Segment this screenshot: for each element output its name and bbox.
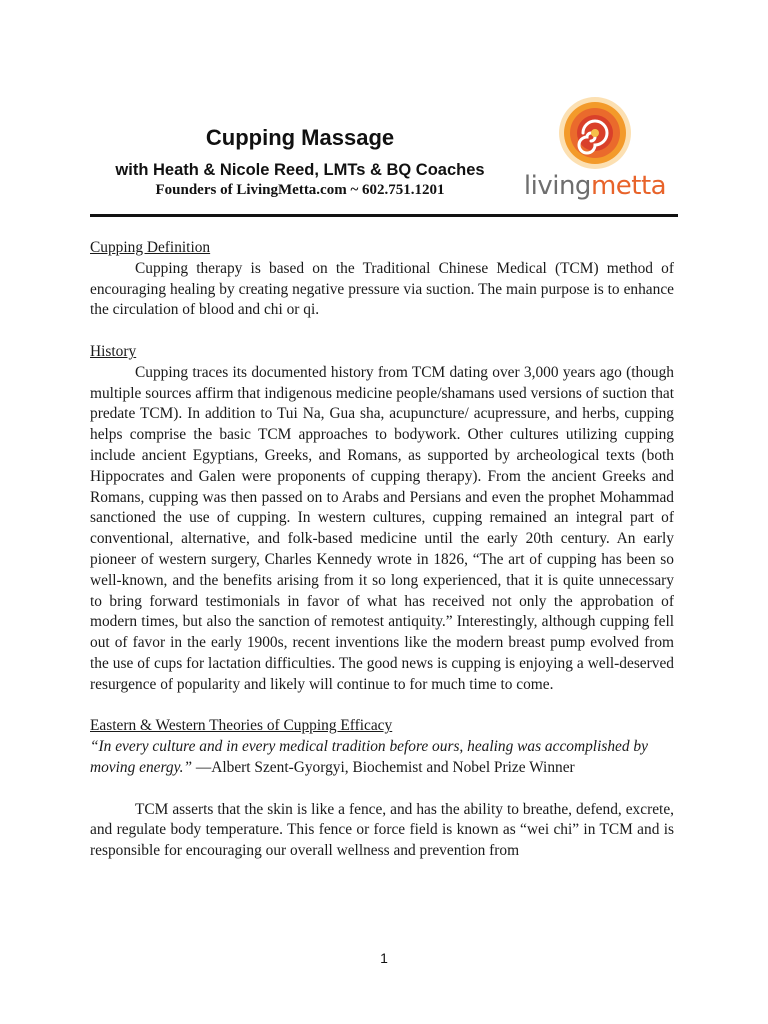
page-number: 1 [380,950,388,966]
document-body [90,238,674,862]
livingmetta-logo [520,95,670,210]
section-heading-theories: Eastern & Western Theories of Cupping Efficacy [90,717,393,735]
logo-wordmark: livingmetta [523,171,667,201]
page-subtitle: with Heath & Nicole Reed, LMTs & BQ Coaches [115,161,485,179]
section-heading-history: History [90,342,137,360]
paragraph-definition: Cupping therapy is based on the Traditional Chinese Medical (TCM) method of encouraging healing by creating negative pressure via suction. The main purpose is to enhance the circulation of blood and chi or qi. [90,259,674,319]
spiral-emblem-icon [520,95,670,173]
section-heading-definition: Cupping Definition [90,239,211,256]
paragraph-theories: TCM asserts that the skin is like a fence, and has the ability to breathe, defend, excrete, and regulate body temperature. This fence or force field is known as “wei chi” in TCM and is responsible for encouraging our overall wellness and prevention from [90,800,674,860]
page-title: Cupping Massage [205,125,395,150]
quote-text: “In every culture and in every medical tradition before ours, healing was accomplished by moving energy.” [90,738,648,776]
paragraph-history: Cupping traces its documented history from TCM dating over 3,000 years ago (though multiple sources affirm that indigenous medicine people/shamans used versions of suction that predate TCM). In addition to Tui Na, Gua sha, acupuncture/ acupressure, and herbs, cupping helps comprise the basic TCM approaches to bodywork. Other cultures utilizing cupping include ancient Egyptians, Greeks, and Romans, as supported by archeological texts (both Hippocrates and Galen were proponents of cupping therapy). From the ancient Greeks and Romans, cupping was then passed on to Arabs and Persians and even the prophet Mohammad sanctioned the use of cupping. In western cultures, cupping remained an integral part of conventional, alternative, and folk-based medicine until the early 20th century. An early pioneer of western surgery, Charles Kennedy wrote in 1826, “The art of cupping has been so well-known, and the benefits arising from it so long experienced, that it is quite unnecessary to bring forward testimonials in favor of what has received not only the approbation of modern times, but also the sanction of remotest antiquity.” Interestingly, although cupping fell out of favor in the early 1900s, recent inventions like the modern breast pump evolved from the use of cups for lactation difficulties. The good news is cupping is enjoying a well-deserved resurgence of popularity and likely will continue to for much time to come. [90,363,674,693]
epigraph-quote [90,737,674,779]
document-header [90,95,678,213]
founders-line: Founders of LivingMetta.com ~ 602.751.1201 [155,182,445,198]
quote-attribution: —Albert Szent-Gyorgyi, Biochemist and Nobel Prize Winner [192,758,575,776]
header-divider [90,214,678,217]
